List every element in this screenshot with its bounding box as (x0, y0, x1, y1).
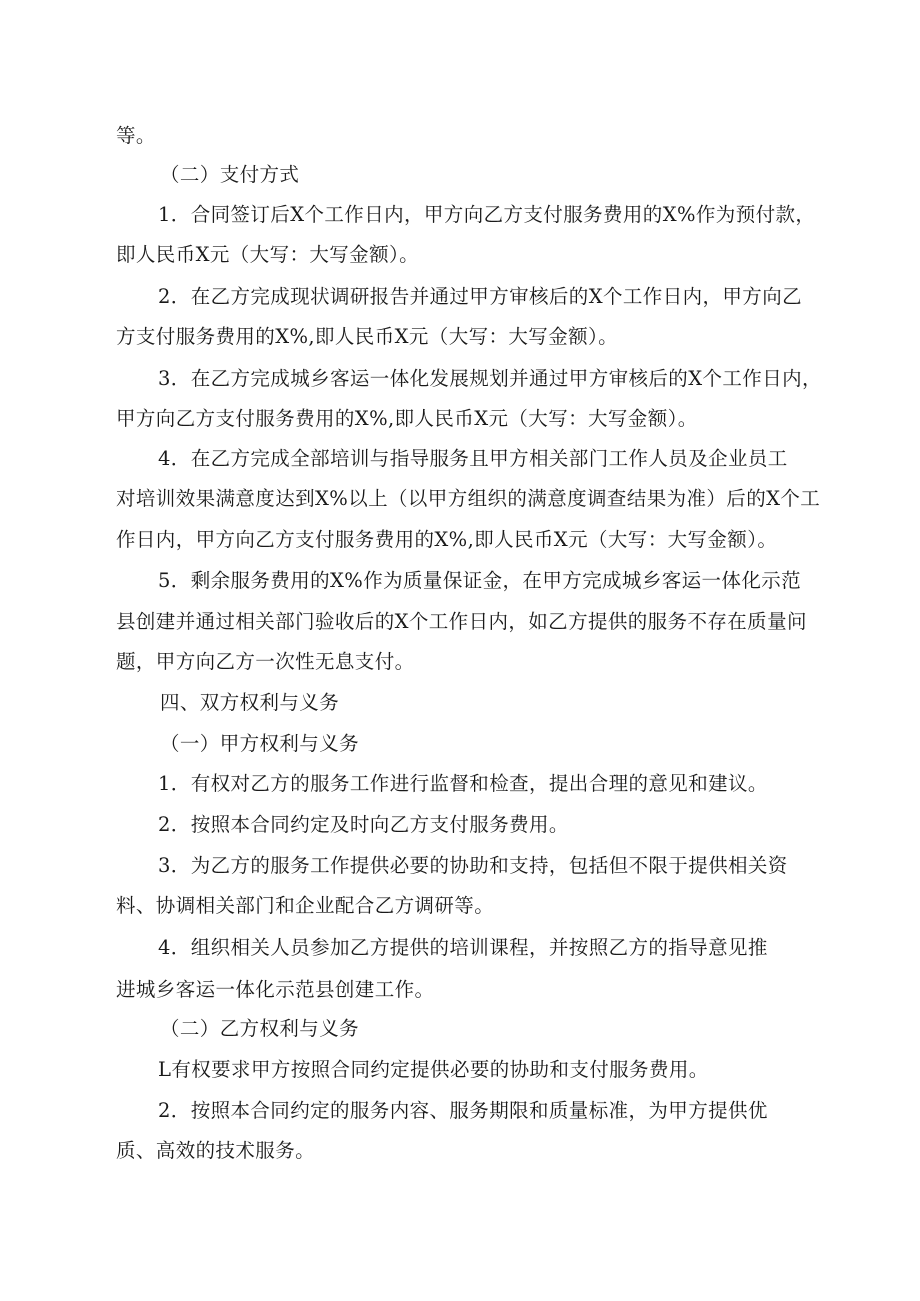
text-line: 4．组织相关人员参加乙方提供的培训课程，并按照乙方的指导意见推 (158, 936, 768, 959)
text-line: 质、高效的技术服务。 (116, 1139, 316, 1162)
section-heading-payment-method: （二）支付方式 (160, 163, 300, 186)
text-line: 进城乡客运一体化示范县创建工作。 (116, 978, 435, 1001)
text-line: 即人民币X元（大写：大写金额）。 (116, 243, 420, 266)
text-line: 4．在乙方完成全部培训与指导服务且甲方相关部门工作人员及企业员工 (158, 447, 788, 470)
subsection-heading-party-a: （一）甲方权利与义务 (160, 732, 360, 755)
text-line: 等。 (116, 124, 156, 147)
text-line: 2．按照本合同约定的服务内容、服务期限和质量标准，为甲方提供优 (158, 1099, 768, 1122)
text-line: 甲方向乙方支付服务费用的X%,即人民币X元（大写：大写金额）。 (116, 407, 698, 430)
text-line: 作日内，甲方向乙方支付服务费用的X%,即人民币X元（大写：大写金额）。 (116, 528, 778, 551)
text-line: 题，甲方向乙方一次性无息支付。 (116, 650, 415, 673)
text-line: 方支付服务费用的X%,即人民币X元（大写：大写金额）。 (116, 325, 619, 348)
text-line: 1．有权对乙方的服务工作进行监督和检查，提出合理的意见和建议。 (158, 772, 768, 795)
subsection-heading-party-b: （二）乙方权利与义务 (160, 1017, 360, 1040)
text-line: 3．为乙方的服务工作提供必要的协助和支持，包括但不限于提供相关资 (158, 854, 788, 877)
text-line: 对培训效果满意度达到X%以上（以甲方组织的满意度调查结果为准）后的X个工 (116, 487, 821, 510)
text-line: 3．在乙方完成城乡客运一体化发展规划并通过甲方审核后的X个工作日内， (158, 367, 822, 390)
text-line: 2．在乙方完成现状调研报告并通过甲方审核后的X个工作日内，甲方向乙 (158, 285, 802, 308)
text-line: 5．剩余服务费用的X%作为质量保证金，在甲方完成城乡客运一体化示范 (158, 569, 802, 592)
text-line: 县创建并通过相关部门验收后的X个工作日内，如乙方提供的服务不存在质量问 (116, 610, 807, 633)
text-line: 1．合同签订后X个工作日内，甲方向乙方支付服务费用的X%作为预付款， (158, 203, 816, 226)
text-line: 2．按照本合同约定及时向乙方支付服务费用。 (158, 813, 569, 836)
section-heading-rights-obligations: 四、双方权利与义务 (160, 691, 340, 714)
text-line: 料、协调相关部门和企业配合乙方调研等。 (116, 894, 495, 917)
text-line: L有权要求甲方按照合同约定提供必要的协助和支付服务费用。 (158, 1058, 709, 1081)
